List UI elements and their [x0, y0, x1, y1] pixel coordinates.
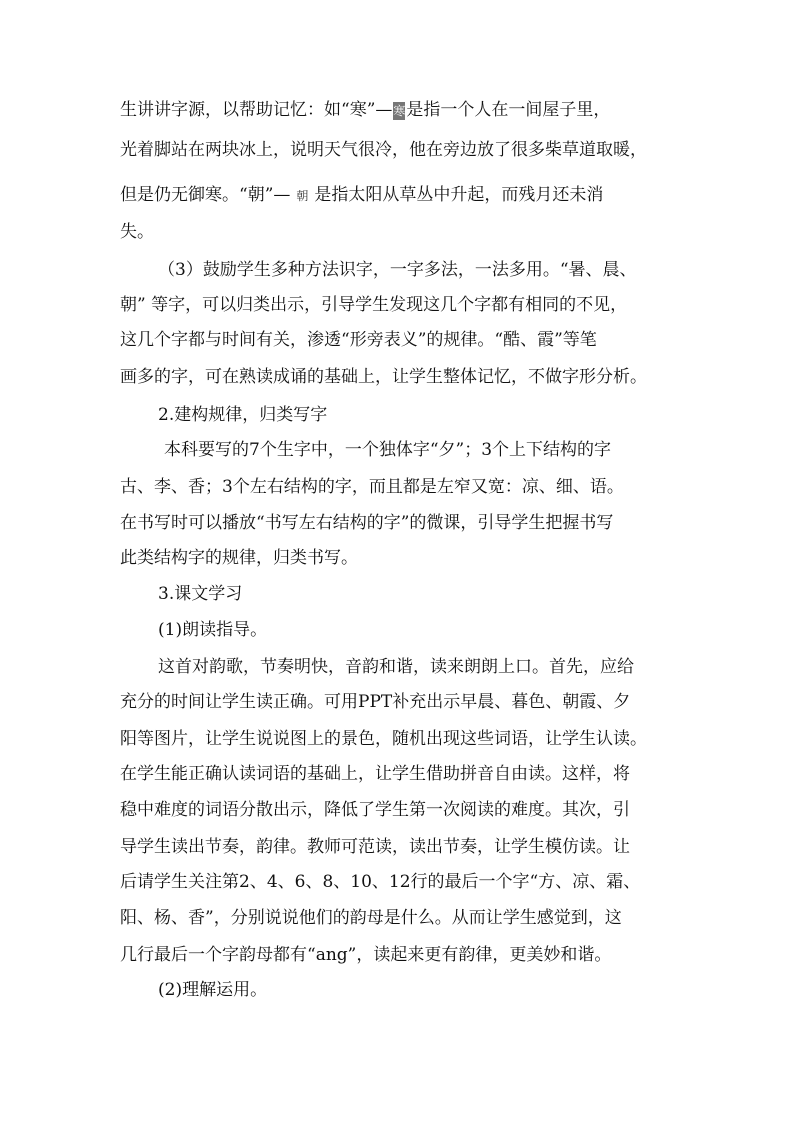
text-line: 阳、杨、香”，分别说说他们的韵母是什么。从而让学生感觉到，这: [120, 908, 622, 928]
text-line: [120, 98, 680, 122]
paragraph-line: 这首对韵歌，节奏明快，音韵和谐，读来朗朗上口。首先，应给: [158, 657, 634, 677]
text-line: 充分的时间让学生读正确。可用PPT补充出示早晨、暮色、朝霞、夕: [120, 692, 631, 712]
subsection-heading: (1)朗读指导。: [158, 620, 268, 640]
section-heading: 2.建构规律，归类写字: [158, 405, 328, 425]
text-line: 失。: [120, 222, 154, 242]
text-line: 这几个字都与时间有关，渗透“形旁表义”的规律。“酷、霞”等笔: [120, 330, 597, 350]
text-line: 朝” 等字，可以归类出示，引导学生发现这几个字都有相同的不见，: [120, 295, 628, 315]
text-line: 古、李、香；3个左右结构的字，而且都是左窄又宽：凉、细、语。: [120, 477, 624, 497]
text-segment: 但是仍无御寒。“朝”—: [120, 185, 291, 205]
text-line: 几行最后一个字韵母都有“ang”，读起来更有韵律，更美妙和谐。: [120, 945, 612, 965]
ancient-han-glyph-icon: 寒: [393, 103, 406, 118]
paragraph-line: （3）鼓励学生多种方法识字，一字多法，一法多用。“暑、晨、: [158, 260, 637, 280]
ancient-zhao-glyph-icon: 朝: [296, 188, 309, 203]
text-line: 在书写时可以播放“书写左右结构的字”的微课，引导学生把握书写: [120, 513, 614, 533]
text-line: 此类结构字的规律，归类书写。: [120, 548, 358, 568]
paragraph-line: 本科要写的7个生字中，一个独体字“夕”；3个上下结构的字: [164, 440, 612, 460]
subsection-heading: (2)理解运用。: [158, 980, 268, 1000]
text-line: 导学生读出节奏，韵律。教师可范读，读出节奏，让学生模仿读。让: [120, 837, 630, 857]
text-segment: 生讲讲字源，以帮助记忆：如“寒”—: [120, 100, 393, 120]
text-line: 光着脚站在两块冰上，说明天气很冷，他在旁边放了很多柴草道取暖，: [120, 140, 647, 160]
text-line: 在学生能正确认读词语的基础上，让学生借助拼音自由读。这样，将: [120, 764, 630, 784]
section-heading: 3.课文学习: [158, 584, 243, 604]
text-segment: 是指一个人在一间屋子里，: [406, 100, 611, 120]
text-line: 画多的字，可在熟读成诵的基础上，让学生整体记忆，不做字形分析。: [120, 367, 647, 387]
text-line: [120, 183, 680, 207]
text-line: 阳等图片，让学生说说图上的景色，随机出现这些词语，让学生认读。: [120, 729, 647, 749]
text-line: 稳中难度的词语分散出示，降低了学生第一次阅读的难度。其次，引: [120, 800, 630, 820]
text-line: 后请学生关注第2、4、6、8、10、12行的最后一个字“方、凉、霜、: [120, 872, 641, 892]
text-segment: 是指太阳从草丛中升起，而残月还未消: [314, 185, 604, 205]
